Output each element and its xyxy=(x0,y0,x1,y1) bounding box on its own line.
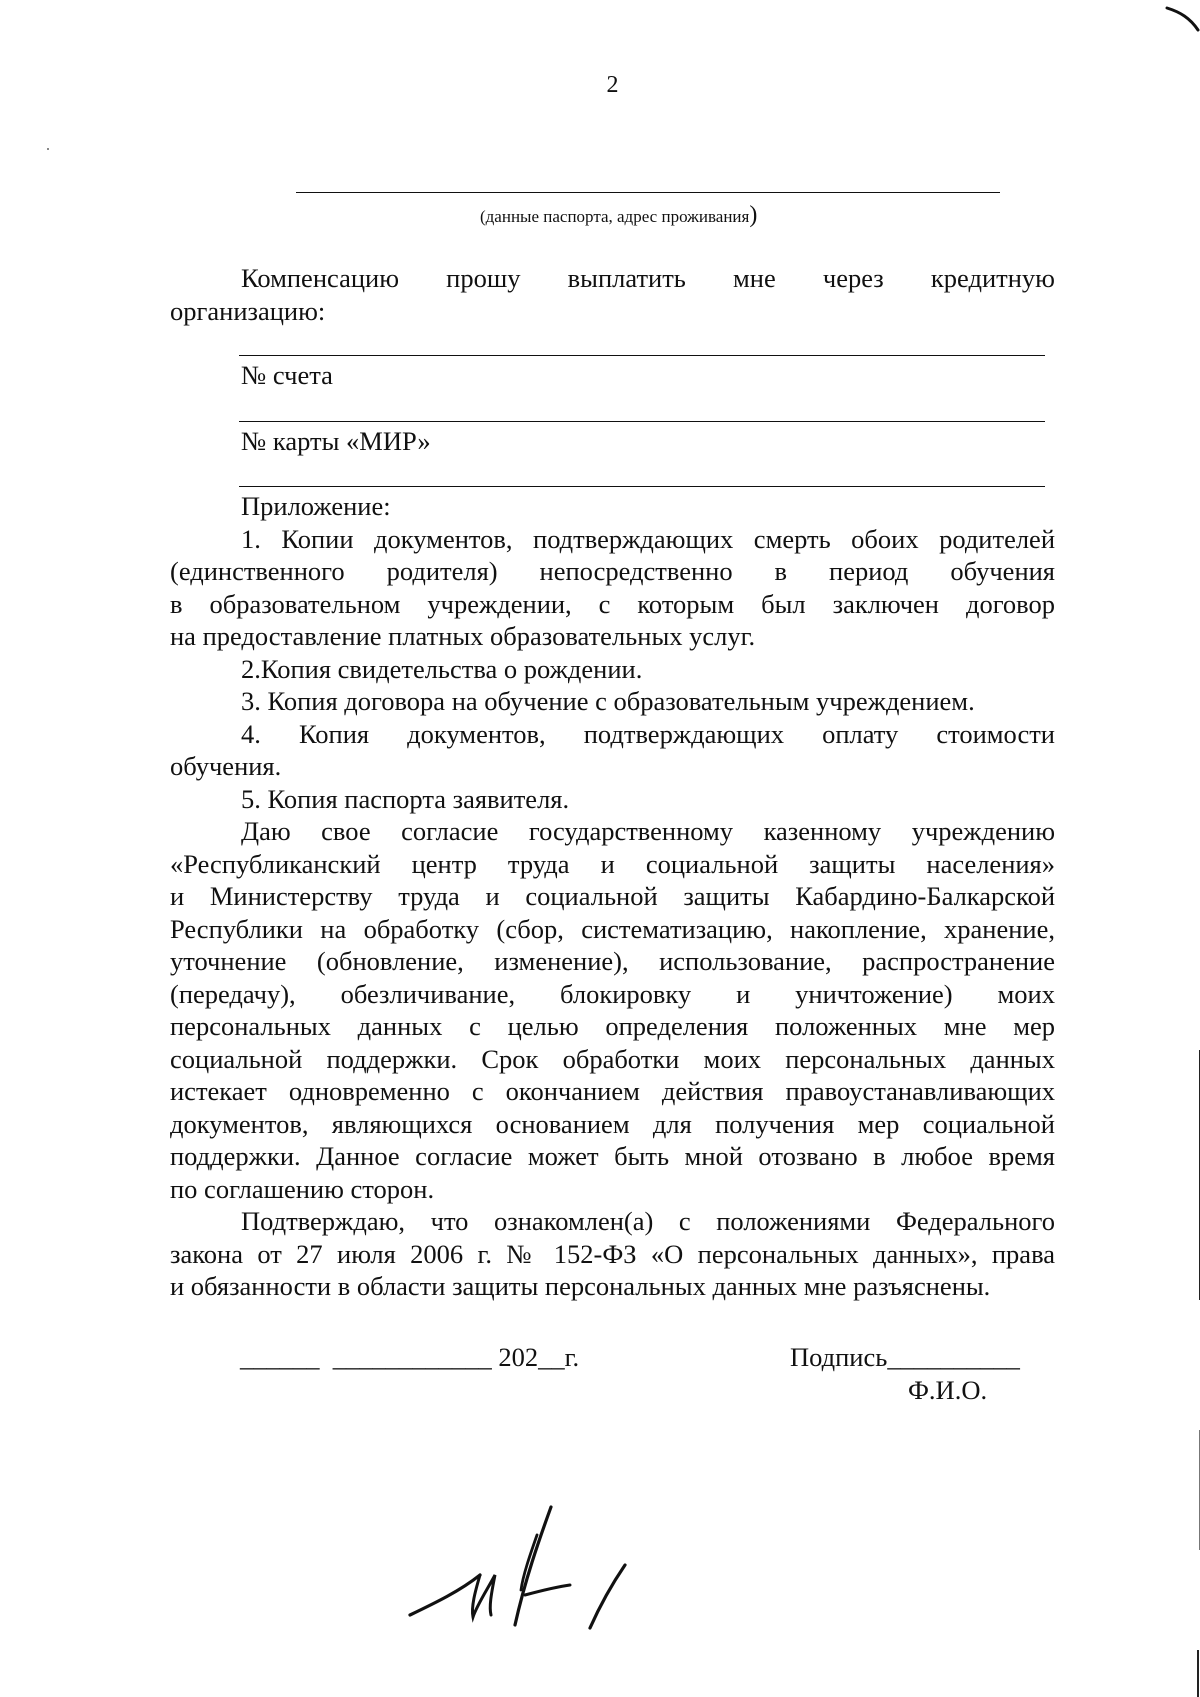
attachment-item-3: 3. Копия договора на обучение с образовательным учреждением. xyxy=(241,686,975,716)
attachment-line: в образовательном учреждении, с которым был заключен договор xyxy=(170,588,1055,619)
consent-line: уточнение (обновление, изменение), использование, распространение xyxy=(170,946,1055,976)
compensation-word: Компенсацию xyxy=(241,263,400,293)
card-number-line xyxy=(239,486,1045,487)
confirmation-paragraph xyxy=(170,1205,1055,1303)
attachments-section xyxy=(170,490,1055,1303)
handwritten-signature xyxy=(405,1495,670,1635)
date-field: ______ ____________ 202__г. xyxy=(240,1342,580,1372)
consent-line: персональных данных с целью определения положенных мне мер xyxy=(170,1011,1055,1041)
passport-data-line xyxy=(296,192,1000,193)
fio-label: Ф.И.О. xyxy=(908,1375,988,1405)
consent-paragraph xyxy=(170,815,1055,1205)
confirmation-line: Подтверждаю, что ознакомлен(а) с положениями Федерального xyxy=(241,1206,1055,1236)
attachment-item-1 xyxy=(170,523,1055,653)
consent-line: Даю свое согласие государственному казенному учреждению xyxy=(241,816,1055,846)
attachment-line: обучения. xyxy=(170,751,282,781)
compensation-request-line: организацию: xyxy=(170,295,326,326)
attachment-line: на предоставление платных образовательных услуг. xyxy=(170,621,756,651)
consent-line: социальной поддержки. Срок обработки моих персональных данных xyxy=(170,1043,1055,1074)
attachment-line: 4. Копия документов, подтверждающих оплату стоимости xyxy=(241,718,1055,749)
card-label: № карты «МИР» xyxy=(241,426,431,456)
compensation-request-line xyxy=(170,262,1055,295)
consent-line: истекает одновременно с окончанием действия правоустанавливающих xyxy=(170,1076,1055,1106)
consent-line: документов, являющихся основанием для получения мер социальной xyxy=(170,1108,1055,1139)
compensation-word: через xyxy=(822,263,884,293)
compensation-word: прошу xyxy=(446,263,521,293)
consent-line: «Республиканский центр труда и социальной защиты населения» xyxy=(170,848,1055,879)
attachment-item-5: 5. Копия паспорта заявителя. xyxy=(241,783,570,814)
consent-line: (передачу), обезличивание, блокировку и уничтожение) моих xyxy=(170,978,1055,1009)
attachment-item-2: 2.Копия свидетельства о рождении. xyxy=(241,653,643,684)
attachments-heading: Приложение: xyxy=(241,491,391,521)
compensation-word: мне xyxy=(733,263,776,293)
compensation-word: выплатить xyxy=(567,263,686,293)
attachment-line: 1. Копии документов, подтверждающих смерть обоих родителей xyxy=(241,523,1055,554)
consent-line: поддержки. Данное согласие может быть мной отозвано в любое время xyxy=(170,1141,1055,1171)
confirmation-line: закона от 27 июля 2006 г. № 152-ФЗ «О персональных данных», права xyxy=(170,1238,1055,1269)
account-number-line xyxy=(239,421,1045,422)
signature-field: Подпись__________ xyxy=(790,1342,1020,1372)
passport-data-caption: (данные паспорта, адрес проживания) xyxy=(480,202,758,228)
attachment-item-4 xyxy=(170,718,1055,783)
scan-edge-line xyxy=(1197,1650,1199,1697)
scan-corner-mark xyxy=(1165,0,1200,40)
confirmation-line: и обязанности в области защиты персональных данных мне разъяснены. xyxy=(170,1271,991,1301)
consent-line: и Министерству труда и социальной защиты Кабардино-Балкарской xyxy=(170,881,1055,911)
consent-line: Республики на обработку (сбор, систематизацию, накопление, хранение, xyxy=(170,913,1055,944)
account-label: № счета xyxy=(241,360,333,390)
compensation-request xyxy=(170,262,1055,327)
consent-line: по соглашению сторон. xyxy=(170,1173,435,1204)
bank-name-line xyxy=(239,355,1045,356)
page-number: 2 xyxy=(606,72,619,98)
scan-edge-dot xyxy=(47,148,49,150)
attachment-line: (единственного родителя) непосредственно в период обучения xyxy=(170,556,1055,586)
compensation-word: кредитную xyxy=(930,263,1055,293)
